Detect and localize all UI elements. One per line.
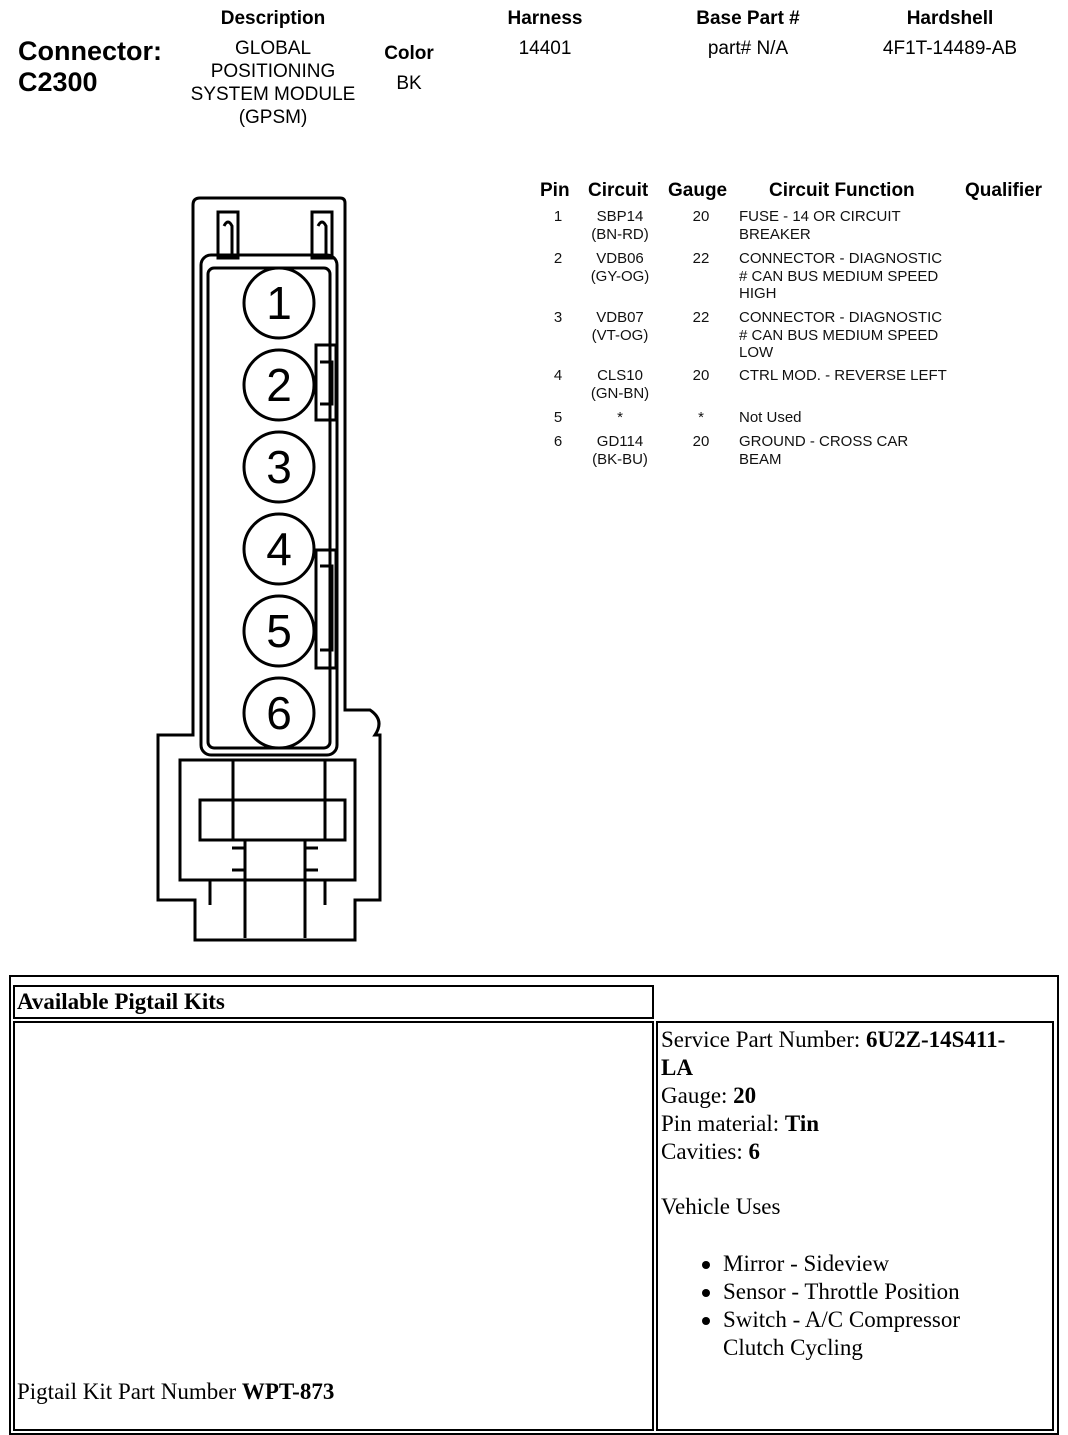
list-item: Sensor - Throttle Position <box>661 1278 1051 1306</box>
pigtail-details: Service Part Number: 6U2Z-14S411- LA Gauge: 20 Pin material: Tin Cavities: 6 Vehicle Uses Mirror - Sideview Sensor - Throttle Position Switch - A/C Compressor Clutch Cycling <box>661 1026 1051 1362</box>
list-item: Switch - A/C Compressor Clutch Cycling <box>661 1306 1051 1362</box>
pin-circles <box>244 268 314 748</box>
base-part-value: part# N/A <box>707 38 789 59</box>
function-col-header: Circuit Function <box>769 180 915 201</box>
cavities-detail: Cavities: 6 <box>661 1139 761 1164</box>
pin-label-3: 3 <box>266 441 292 493</box>
pin-label-1: 1 <box>266 277 292 329</box>
hardshell-value: 4F1T-14489-AB <box>882 38 1018 59</box>
lower-bar <box>200 800 345 840</box>
description-header: Description <box>220 8 326 29</box>
color-header: Color <box>384 43 434 64</box>
harness-value: 14401 <box>518 38 572 59</box>
connector-id: C2300 <box>18 67 98 97</box>
list-item: Mirror - Sideview <box>661 1250 1051 1278</box>
pin-label-5: 5 <box>266 605 292 657</box>
vehicle-uses-label: Vehicle Uses <box>661 1194 781 1219</box>
base-part-header: Base Part # <box>696 8 800 29</box>
color-value: BK <box>396 73 422 94</box>
latch-left-inner <box>224 222 232 258</box>
pigtail-details-cell <box>656 1021 1054 1431</box>
latch-right <box>312 212 332 258</box>
lower-body <box>180 760 355 880</box>
latch-left <box>218 212 238 258</box>
pin-material-detail: Pin material: Tin <box>661 1111 820 1136</box>
pin-label-2: 2 <box>266 359 292 411</box>
service-part-number: Service Part Number: 6U2Z-14S411- <box>661 1027 1006 1052</box>
pigtail-image-cell <box>13 1021 654 1431</box>
circuit-col-header: Circuit <box>588 180 649 201</box>
pigtail-title-cell <box>13 985 654 1019</box>
lower-feet <box>180 880 355 905</box>
latch-right-inner <box>318 222 326 258</box>
inner-frame-2 <box>208 268 330 748</box>
gauge-col-header: Gauge <box>668 180 728 201</box>
gauge-detail: Gauge: 20 <box>661 1083 757 1108</box>
pigtail-kit-part-number: Pigtail Kit Part Number WPT-873 <box>17 1379 335 1404</box>
pigtail-title: Available Pigtail Kits <box>17 989 225 1014</box>
harness-header: Harness <box>507 8 583 29</box>
lower-post <box>245 840 305 938</box>
hardshell-header: Hardshell <box>906 8 994 29</box>
pin-col-header: Pin <box>540 180 570 201</box>
description-value: GLOBAL POSITIONING SYSTEM MODULE (GPSM) <box>190 38 356 128</box>
qualifier-col-header: Qualifier <box>965 180 1043 201</box>
pin-label-6: 6 <box>266 687 292 739</box>
vehicle-uses-list <box>661 1250 1051 1362</box>
connector-label: Connector: C2300 <box>18 36 162 97</box>
pin-label-4: 4 <box>266 523 292 575</box>
